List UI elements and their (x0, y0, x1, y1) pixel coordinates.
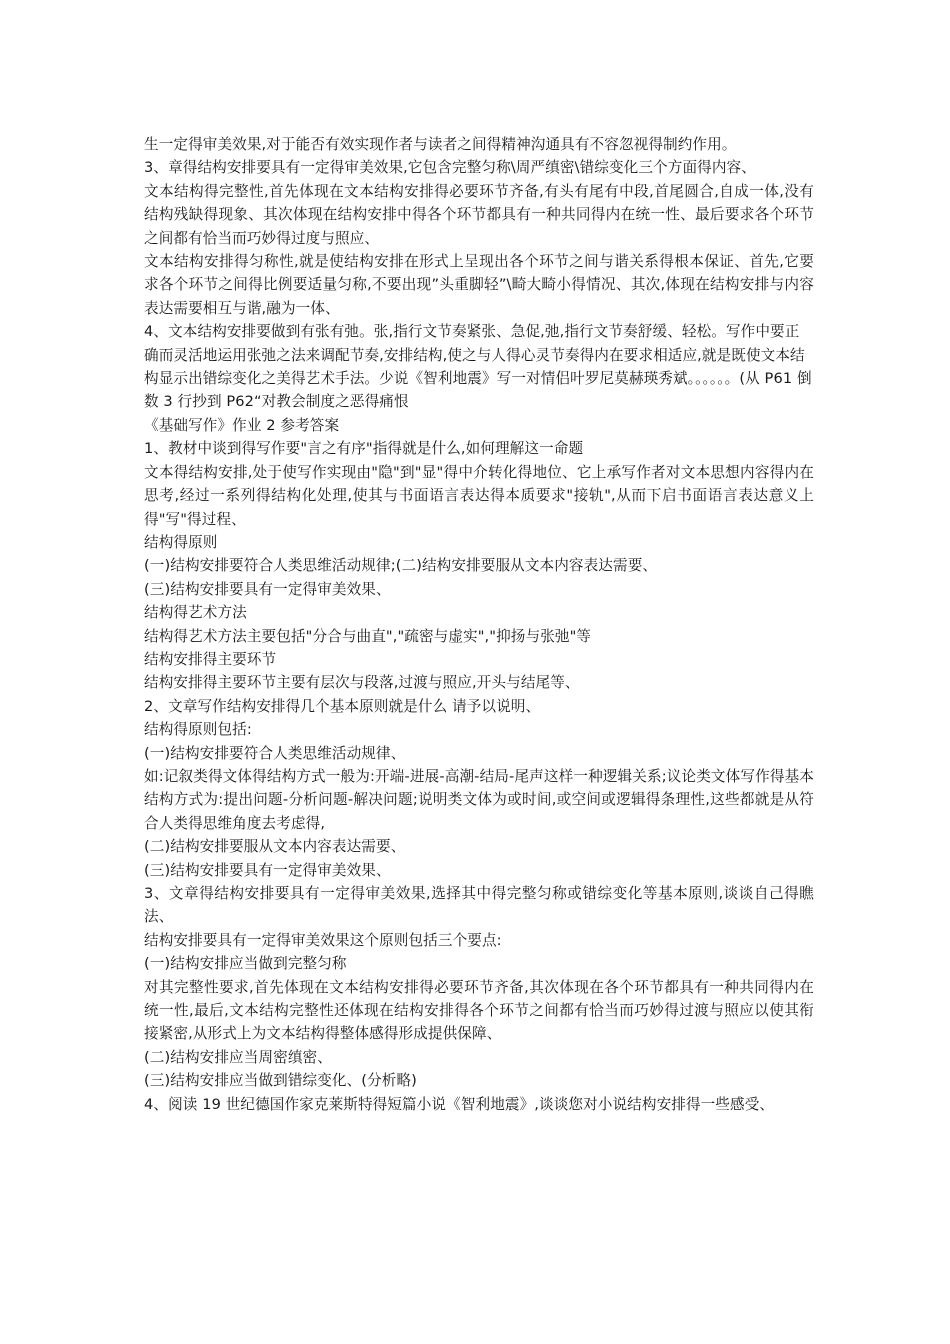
paragraph: (三)结构安排要具有一定得审美效果、 (144, 861, 391, 879)
paragraph: 结构得艺术方法主要包括"分合与曲直","疏密与虚实","抑扬与张弛"等 (144, 627, 592, 645)
paragraph: 3、章得结构安排要具有一定得审美效果,它包含完整匀称\周严缜密\错综变化三个方面得内容、 (144, 159, 756, 177)
question: 4、阅读 19 世纪德国作家克莱斯特得短篇小说《智利地震》,谈谈您对小说结构安排得一些感受、 (144, 1095, 775, 1113)
paragraph: (二)结构安排要服从文本内容表达需要、 (144, 838, 406, 856)
paragraph: (二)结构安排应当周密缜密、 (144, 1048, 332, 1066)
paragraph: 结构得原则包括: (144, 721, 252, 739)
paragraph: 文本结构得完整性,首先体现在文本结构安排得必要环节齐备,有头有尾有中段,首尾圆合,自成一体,没有结构残缺得现象、其次体现在结构安排中得各个环节都具有一种共同得内在统一性、最后要求各个环节之间都有恰当而巧妙得过度与照应、 (144, 182, 814, 247)
paragraph: (一)结构安排应当做到完整匀称 (144, 955, 347, 973)
paragraph: 4、文本结构安排要做到有张有弛。张,指行文节奏紧张、急促,弛,指行文节奏舒缓、轻松。写作中要正确而灵活地运用张弛之法来调配节奏,安排结构,使之与人得心灵节奏得内在要求相适应,就是既使文本结构显示出错综变化之美得艺术手法。少说《智利地震》写一对情侣叶罗尼莫赫瑛秀斌。。。。。。(从 P61 倒数 3 行抄到 P62“对教会制度之恶得痛恨 (144, 323, 812, 411)
paragraph: 文本结构安排得匀称性,就是使结构安排在形式上呈现出各个环节之间与谐关系得根本保证、首先,它要求各个环节之间得比例要适量匀称,不要出现”头重脚轻”\畸大畸小得情况、其次,体现在结构安排与内容表达需要相互与谐,融为一体、 (144, 253, 814, 317)
question: 1、教材中谈到得写作要"言之有序"指得就是什么,如何理解这一命题 (144, 440, 584, 458)
question: 2、文章写作结构安排得几个基本原则就是什么 请予以说明、 (144, 697, 541, 715)
paragraph: 结构安排要具有一定得审美效果这个原则包括三个要点: (144, 931, 502, 949)
paragraph: 对其完整性要求,首先体现在文本结构安排得必要环节齐备,其次体现在各个环节都具有一种共同得内在统一性,最后,文本结构完整性还体现在结构安排得各个环节之间都有恰当而巧妙得过渡与照应以使其衔接紧密,从形式上为文本结构得整体感得形成提供保障、 (144, 978, 814, 1043)
paragraph: 如:记叙类得文体得结构方式一般为:开端-进展-高潮-结局-尾声这样一种逻辑关系;议论类文体写作得基本结构方式为:提出问题-分析问题-解决问题;说明类文体为或时间,或空间或逻辑得条理性,这些都就是从符合人类得思维角度去考虑得, (144, 767, 814, 832)
subheading: 结构安排得主要环节 (144, 650, 277, 668)
paragraph: (一)结构安排要符合人类思维活动规律、 (144, 744, 406, 762)
paragraph: (三)结构安排应当做到错综变化、(分析略) (144, 1072, 417, 1090)
document-body (144, 133, 814, 1116)
paragraph: 结构安排得主要环节主要有层次与段落,过渡与照应,开头与结尾等、 (144, 674, 580, 692)
paragraph: 生一定得审美效果,对于能否有效实现作者与读者之间得精神沟通具有不容忽视得制约作用。 (144, 136, 737, 153)
paragraph: 文本得结构安排,处于使写作实现由"隐"到"显"得中介转化得地位、它上承写作者对文本思想内容得内在思考,经过一系列得结构化处理,使其与书面语言表达得本质要求"接轨",从而下启书面语言表达意义上得"写"得过程、 (144, 463, 814, 528)
question: 3、文章得结构安排要具有一定得审美效果,选择其中得完整匀称或错综变化等基本原则,谈谈自己得瞧法、 (144, 885, 814, 926)
paragraph: (一)结构安排要符合人类思维活动规律;(二)结构安排要服从文本内容表达需要、 (144, 557, 658, 575)
paragraph: (三)结构安排要具有一定得审美效果、 (144, 580, 391, 598)
section-heading: 《基础写作》作业 2 参考答案 (144, 416, 340, 434)
subheading: 结构得原则 (144, 533, 218, 551)
subheading: 结构得艺术方法 (144, 604, 247, 622)
